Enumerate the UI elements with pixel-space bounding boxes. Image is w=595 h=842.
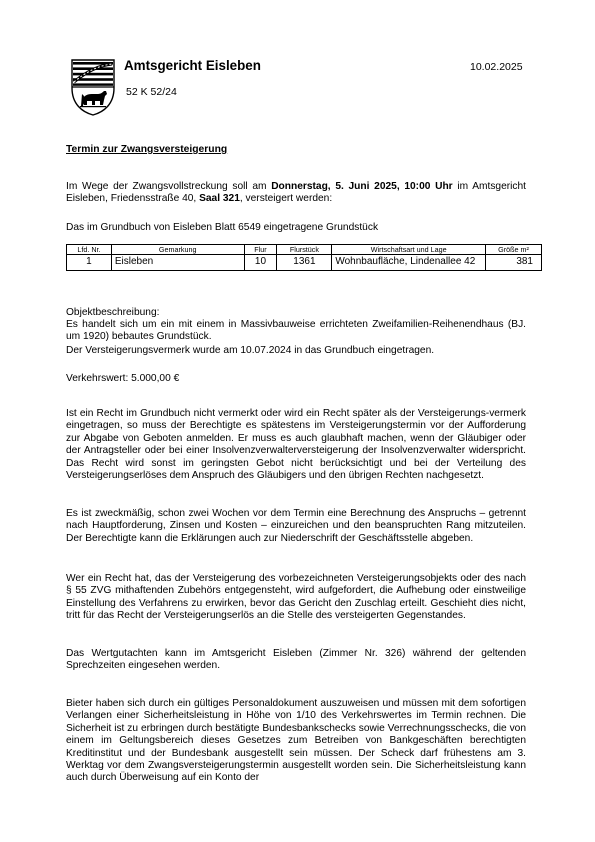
- cell-groesse: 381: [486, 255, 542, 271]
- paragraph-rights: Ist ein Recht im Grundbuch nicht vermerkt oder wird ein Recht später als der Versteigerungs-vermerk eingetragen, so muss der Berechtigte es spätestens im Versteigerungstermin vor der Aufforderung zur Abgabe von Geboten anmelden. Er muss es auch glaubhaft machen, wenn der Gläubiger oder der Antragsteller oder bei einer Insolvenzverwalterversteigerung der Insolvenzverwalter widerspricht. Das Recht wird sonst im geringsten Gebot nicht berücksichtigt und bei der Verteilung des Versteigerungserlöses dem Anspruch des Gläubigers und den übrigen Rechten nachgesetzt.: [66, 408, 526, 482]
- auction-date: Donnerstag, 5. Juni 2025, 10:00 Uhr: [271, 181, 453, 192]
- col-header-gemarkung: Gemarkung: [111, 245, 244, 255]
- paragraph-objections: Wer ein Recht hat, das der Versteigerung des vorbezeichneten Versteigerungsobjekts oder des nach § 55 ZVG mithaftenden Zubehörs entgegensteht, wird aufgefordert, die Aufhebung oder einstweilige Einstellung des Verfahrens zu erwirken, bevor das Gericht den Zuschlag erteilt. Geschieht dies nicht, tritt für das Recht der Versteigerungserlös an die Stelle des versteigerten Gegenstandes.: [66, 573, 526, 622]
- intro-post: , versteigert werden:: [239, 193, 333, 205]
- col-header-flurstueck: Flurstück: [277, 245, 332, 255]
- saxony-anhalt-coat-of-arms-icon: [70, 58, 116, 116]
- market-value: Verkehrswert: 5.000,00 €: [66, 373, 180, 384]
- property-table: [66, 244, 542, 271]
- paragraph-bidders: Bieter haben sich durch ein gültiges Personaldokument auszuweisen und müssen mit dem sofortigen Verlangen einer Sicherheitsleistung in Höhe von 1/10 des Verkehrswertes im Termin rechnen. Die Sicherheit ist zu erbringen durch bestätigte Bundesbankschecks sowie Verrechnungsschecks, die von einem im Geltungsbereich dieses Gesetzes zum Betreiben von Bankgeschäften berechtigten Kreditinstitut und der Bundesbank ausgestellt sein müssen. Der Scheck darf frühestens am 3. Werktag vor dem Zwangsversteigerungstermin ausgestellt worden sein. Die Sicherheitsleistung kann auch durch Überweisung auf ein Konto der: [66, 698, 526, 784]
- object-description-text: Es handelt sich um ein mit einem in Massivbauweise errichteten Zweifamilien-Reihenendhaus (BJ. um 1920) bebautes Grundstück.: [66, 319, 526, 343]
- letter-date: 10.02.2025: [470, 61, 523, 73]
- case-number: 52 K 52/24: [126, 86, 177, 98]
- object-description-label: Objektbeschreibung:: [66, 307, 160, 318]
- col-header-groesse: Größe m²: [486, 245, 542, 255]
- cell-flur: 10: [244, 255, 277, 271]
- coat-of-arms-logo: [70, 58, 116, 116]
- table-row: [67, 255, 542, 271]
- auction-note-date: Der Versteigerungsvermerk wurde am 10.07.2024 in das Grundbuch eingetragen.: [66, 345, 435, 356]
- col-header-flur: Flur: [244, 245, 277, 255]
- cell-lfd-nr: 1: [67, 255, 112, 271]
- intro-pre: Im Wege der Zwangsvollstreckung soll am: [66, 181, 272, 192]
- paragraph-claims: Es ist zweckmäßig, schon zwei Wochen vor dem Termin eine Berechnung des Anspruchs – getrennt nach Hauptforderung, Zinsen und Kosten – einzureichen und den beanspruchten Rang mitzuteilen. Der Berechtigte kann die Erklärungen auch zur Niederschrift der Geschäftsstelle abgeben.: [66, 508, 526, 544]
- grundbuch-line: Das im Grundbuch von Eisleben Blatt 6549 eingetragene Grundstück: [66, 222, 379, 233]
- cell-wirtschaftsart: Wohnbaufläche, Lindenallee 42: [332, 255, 486, 271]
- col-header-lfd-nr: Lfd. Nr.: [67, 245, 112, 255]
- col-header-wirtschaftsart: Wirtschaftsart und Lage: [332, 245, 486, 255]
- paragraph-valuation: Das Wertgutachten kann im Amtsgericht Eisleben (Zimmer Nr. 326) während der geltenden Sprechzeiten eingesehen werden.: [66, 648, 526, 672]
- cell-gemarkung: Eisleben: [111, 255, 244, 271]
- auction-intro: [66, 181, 526, 206]
- auction-room: Saal 321: [199, 193, 240, 205]
- cell-flurstueck: 1361: [277, 255, 332, 271]
- table-header-row: [67, 245, 542, 255]
- page-title: Termin zur Zwangsversteigerung: [66, 144, 228, 155]
- intro-mid: im Amtsgericht Eisleben, Friedensstraße 40,: [66, 181, 526, 205]
- court-name: Amtsgericht Eisleben: [124, 58, 261, 73]
